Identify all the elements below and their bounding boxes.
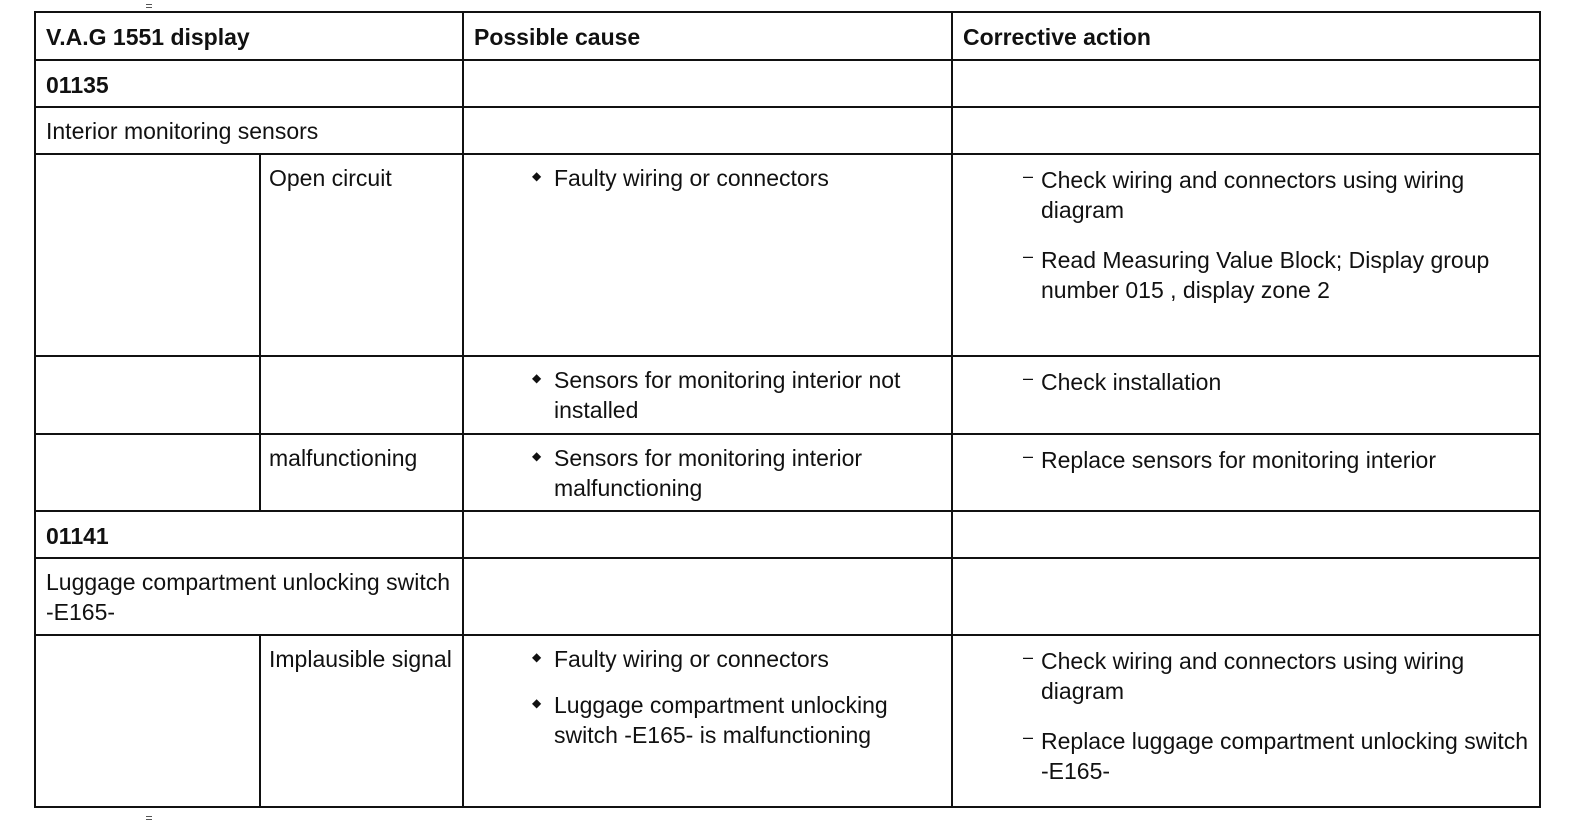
page-marker-top <box>146 7 152 8</box>
empty-cell <box>952 511 1540 558</box>
empty-cell <box>463 511 952 558</box>
condition-cell <box>260 356 463 434</box>
component-row <box>35 558 1540 635</box>
action-item: – Check installation <box>1041 367 1539 397</box>
cause-item: ◆ Luggage compartment unlocking switch -E165- is malfunctioning <box>554 690 951 750</box>
fault-code-row <box>35 511 1540 558</box>
fault-code-table <box>34 11 1541 808</box>
cause-item: ◆ Faulty wiring or connectors <box>554 163 951 193</box>
cause-cell <box>463 635 952 807</box>
table-row <box>35 635 1540 807</box>
empty-cell <box>952 60 1540 107</box>
page-marker-top <box>146 4 152 5</box>
page-marker-bottom <box>146 819 152 820</box>
table-header-row <box>35 12 1540 60</box>
empty-cell <box>952 558 1540 635</box>
cause-cell <box>463 154 952 356</box>
empty-cell <box>35 434 260 511</box>
fault-code: 01141 <box>35 511 463 558</box>
component-row <box>35 107 1540 154</box>
action-cell <box>952 356 1540 434</box>
condition-cell: Open circuit <box>260 154 463 356</box>
empty-cell <box>35 154 260 356</box>
condition-cell: Implausible signal <box>260 635 463 807</box>
header-cause: Possible cause <box>463 12 952 60</box>
cause-item: ◆ Faulty wiring or connectors <box>554 644 951 674</box>
component-name: Interior monitoring sensors <box>35 107 463 154</box>
action-item: – Replace luggage compartment unlocking switch -E165- <box>1041 726 1539 786</box>
empty-cell <box>463 60 952 107</box>
fault-code-row <box>35 60 1540 107</box>
empty-cell <box>463 107 952 154</box>
action-cell <box>952 434 1540 511</box>
empty-cell <box>35 356 260 434</box>
fault-code: 01135 <box>35 60 463 107</box>
action-item: – Check wiring and connectors using wiring diagram <box>1041 646 1539 706</box>
action-cell <box>952 635 1540 807</box>
empty-cell <box>463 558 952 635</box>
condition-cell: malfunctioning <box>260 434 463 511</box>
cause-cell <box>463 434 952 511</box>
table-row <box>35 154 1540 356</box>
header-action: Corrective action <box>952 12 1540 60</box>
component-name: Luggage compartment unlocking switch -E165- <box>35 558 463 635</box>
cause-cell <box>463 356 952 434</box>
empty-cell <box>35 635 260 807</box>
page-marker-bottom <box>146 816 152 817</box>
table-row <box>35 434 1540 511</box>
cause-item: ◆ Sensors for monitoring interior malfunctioning <box>554 443 951 503</box>
table-row <box>35 356 1540 434</box>
empty-cell <box>952 107 1540 154</box>
action-item: – Read Measuring Value Block; Display group number 015 , display zone 2 <box>1041 245 1539 305</box>
action-cell <box>952 154 1540 356</box>
header-display: V.A.G 1551 display <box>35 12 463 60</box>
action-item: – Check wiring and connectors using wiring diagram <box>1041 165 1539 225</box>
cause-item: ◆ Sensors for monitoring interior not installed <box>554 365 951 425</box>
action-item: – Replace sensors for monitoring interior <box>1041 445 1539 475</box>
